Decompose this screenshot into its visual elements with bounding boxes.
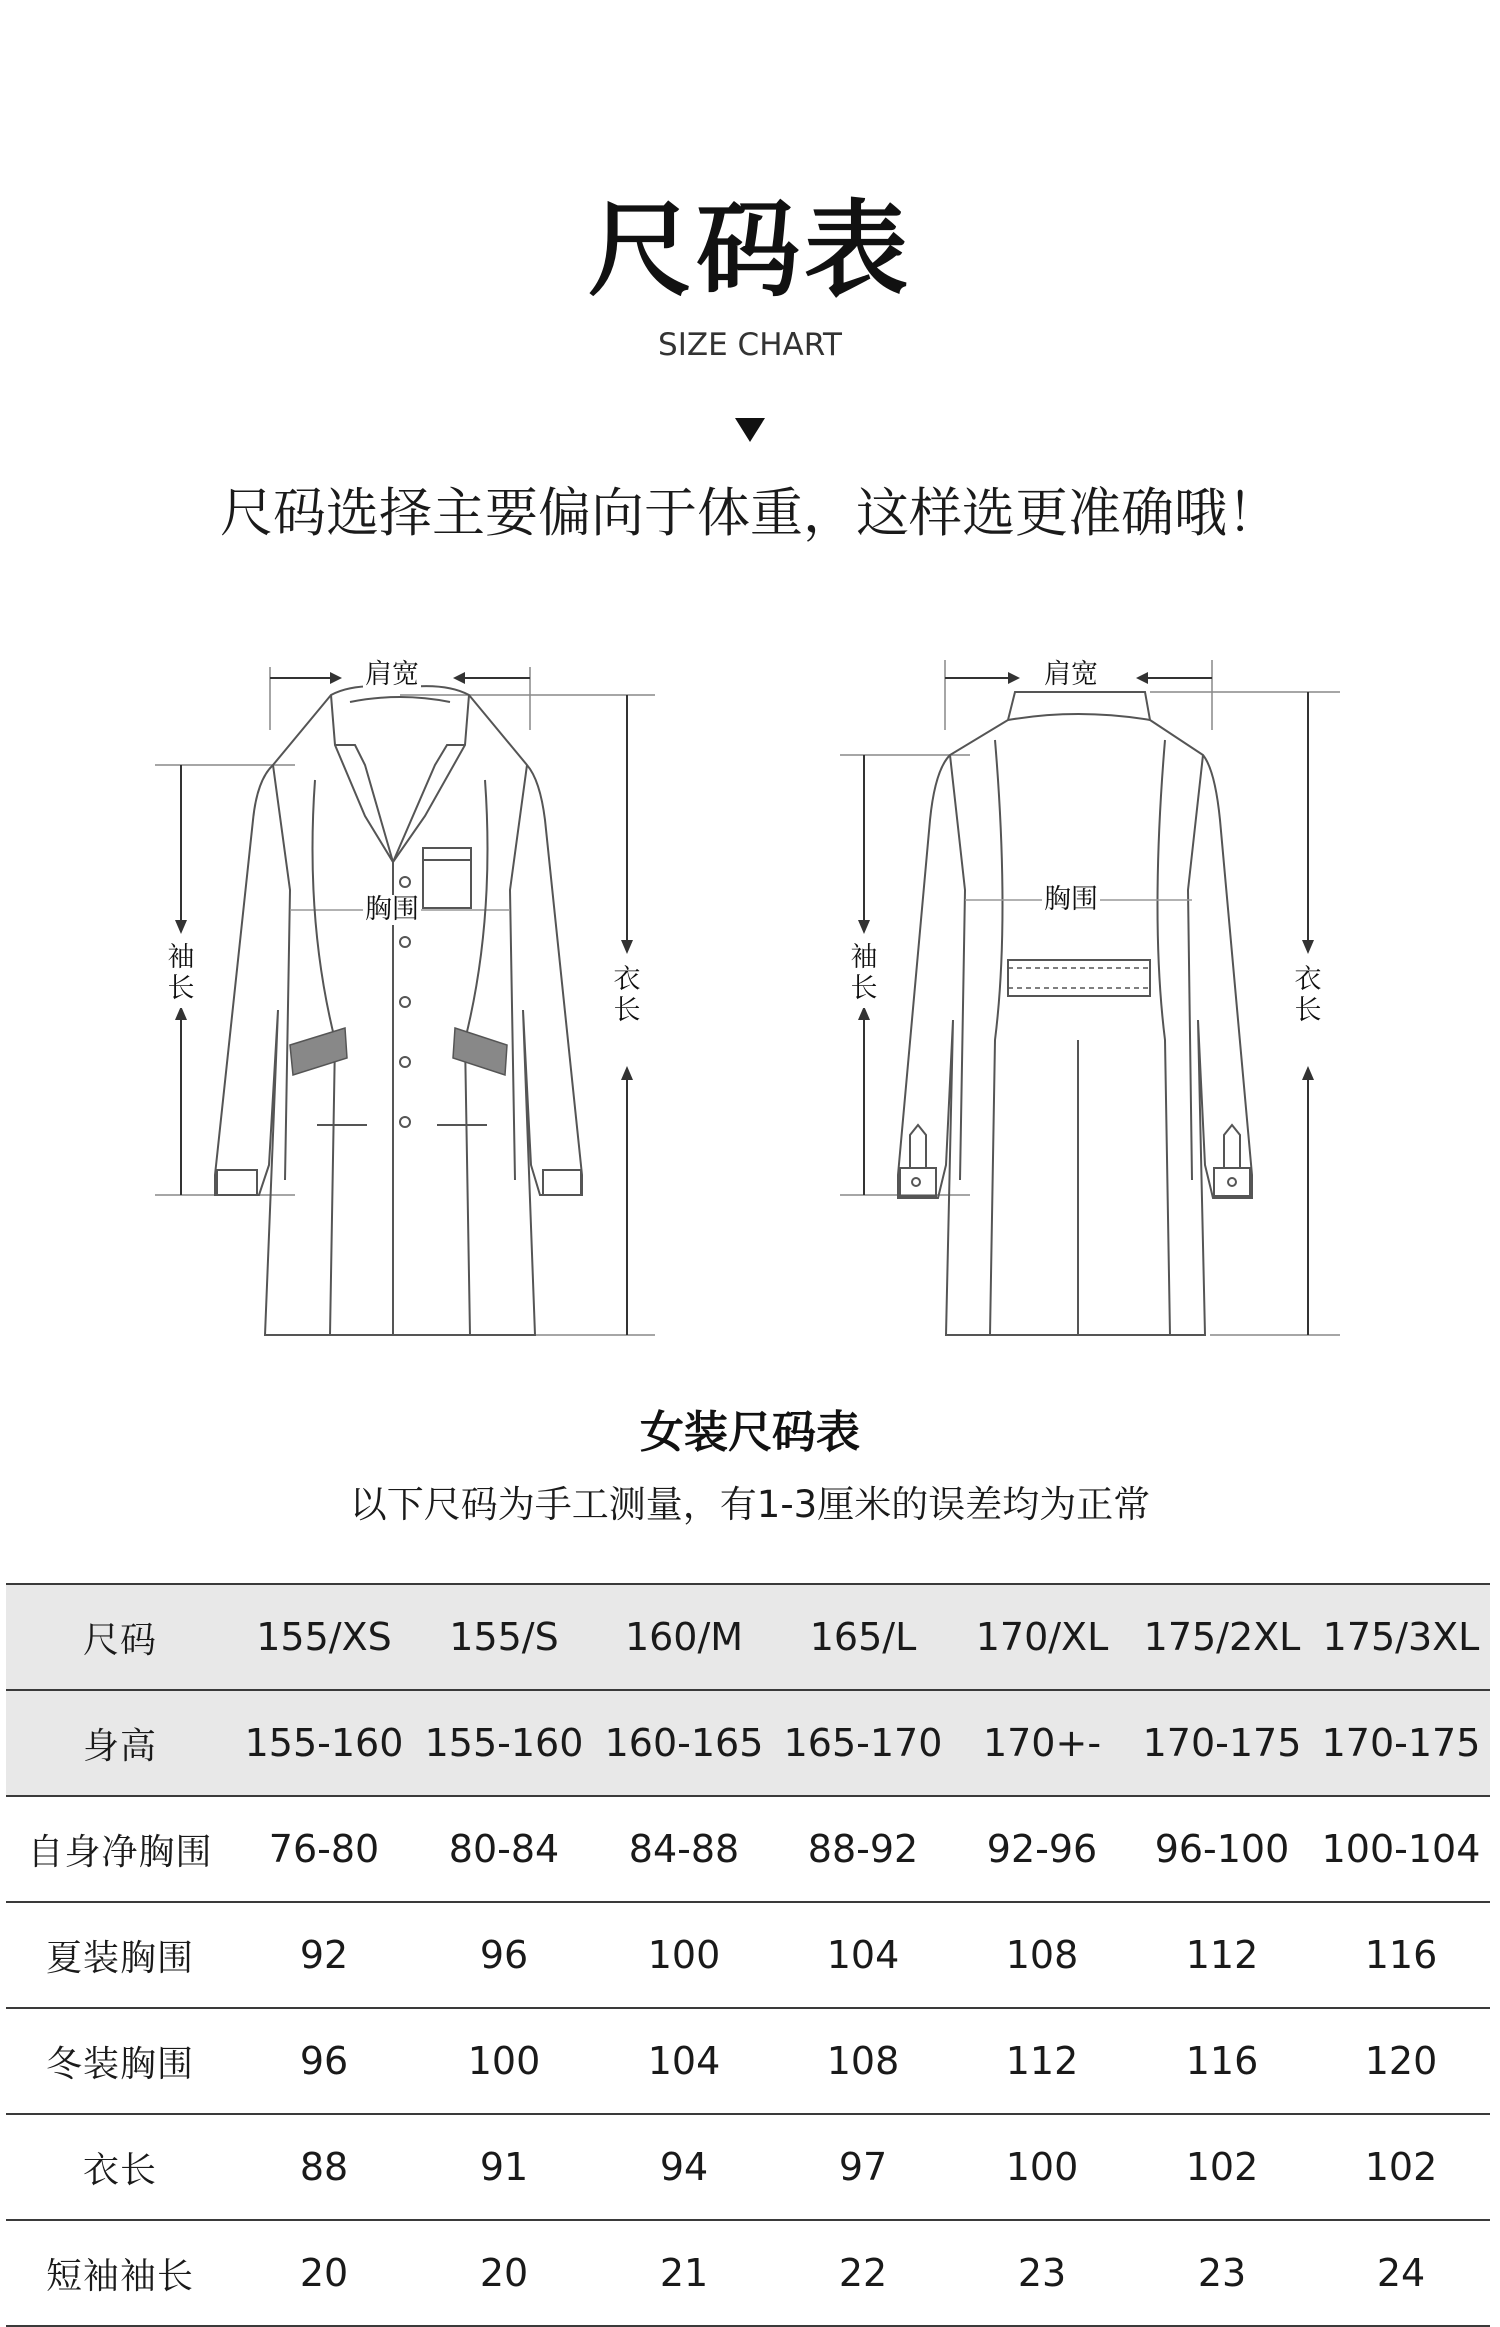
table-cell: 108 [774,2008,952,2114]
table-cell: 116 [1312,1902,1490,2008]
page-subtitle: SIZE CHART [658,327,842,363]
table-cell: 104 [594,2008,774,2114]
table-cell: 20 [414,2220,594,2326]
table-cell: 112 [952,2008,1132,2114]
front-length-label: 衣长 [612,960,642,1030]
front-coat-diagram [135,620,655,1340]
table-cell: 88 [234,2114,414,2220]
table-cell: 21 [594,2220,774,2326]
table-cell: 100 [952,2114,1132,2220]
size-table [6,1583,1490,2327]
table-cell: 155-160 [414,1690,594,1796]
table-cell: 108 [952,1902,1132,2008]
table-cell: 23 [952,2220,1132,2326]
row-label: 冬装胸围 [6,2008,234,2114]
table-row [6,2008,1490,2114]
table-row [6,1796,1490,1902]
table-cell: 96-100 [1132,1796,1312,1902]
table-cell: 22 [774,2220,952,2326]
front-chest-label: 胸围 [365,894,419,925]
table-cell: 104 [774,1902,952,2008]
table-cell: 155-160 [234,1690,414,1796]
row-label: 自身净胸围 [6,1796,234,1902]
table-cell: 94 [594,2114,774,2220]
back-sleeve-label: 袖长 [849,938,879,1008]
table-cell: 155/S [414,1584,594,1690]
front-shoulder-label: 肩宽 [365,659,419,690]
page-title: 尺码表 [587,189,912,311]
table-cell: 20 [234,2220,414,2326]
table-row [6,2220,1490,2326]
back-coat-diagram [820,620,1340,1340]
table-cell: 165-170 [774,1690,952,1796]
table-cell: 160/M [594,1584,774,1690]
table-row [6,2114,1490,2220]
table-cell: 112 [1132,1902,1312,2008]
row-label: 尺码 [6,1584,234,1690]
row-label: 衣长 [6,2114,234,2220]
table-note: 以下尺码为手工测量，有1-3厘米的误差均为正常 [349,1483,1151,1526]
back-coat-drawing [820,620,1340,1340]
table-cell: 84-88 [594,1796,774,1902]
table-cell: 170-175 [1132,1690,1312,1796]
table-cell: 88-92 [774,1796,952,1902]
front-sleeve-label: 袖长 [166,938,196,1008]
table-cell: 160-165 [594,1690,774,1796]
table-row [6,1690,1490,1796]
table-cell: 24 [1312,2220,1490,2326]
table-cell: 170-175 [1312,1690,1490,1796]
table-cell: 170+- [952,1690,1132,1796]
table-row [6,1584,1490,1690]
table-cell: 100 [594,1902,774,2008]
back-chest-label: 胸围 [1044,884,1098,915]
table-title: 女装尺码表 [640,1407,860,1458]
table-cell: 91 [414,2114,594,2220]
down-arrow-icon [735,418,765,442]
back-length-label: 衣长 [1293,960,1323,1030]
row-label: 夏装胸围 [6,1902,234,2008]
table-row [6,1902,1490,2008]
row-label: 短袖袖长 [6,2220,234,2326]
table-cell: 102 [1312,2114,1490,2220]
table-cell: 175/3XL [1312,1584,1490,1690]
table-cell: 97 [774,2114,952,2220]
front-coat-drawing [135,620,655,1340]
table-cell: 175/2XL [1132,1584,1312,1690]
table-cell: 23 [1132,2220,1312,2326]
table-cell: 92-96 [952,1796,1132,1902]
table-cell: 116 [1132,2008,1312,2114]
table-cell: 170/XL [952,1584,1132,1690]
table-cell: 92 [234,1902,414,2008]
table-cell: 96 [414,1902,594,2008]
size-tip: 尺码选择主要偏向于体重，这样选更准确哦！ [220,483,1280,544]
table-cell: 96 [234,2008,414,2114]
table-cell: 100 [414,2008,594,2114]
table-cell: 80-84 [414,1796,594,1902]
table-cell: 76-80 [234,1796,414,1902]
table-cell: 102 [1132,2114,1312,2220]
table-cell: 100-104 [1312,1796,1490,1902]
table-cell: 165/L [774,1584,952,1690]
table-cell: 120 [1312,2008,1490,2114]
back-shoulder-label: 肩宽 [1044,659,1098,690]
row-label: 身高 [6,1690,234,1796]
table-cell: 155/XS [234,1584,414,1690]
